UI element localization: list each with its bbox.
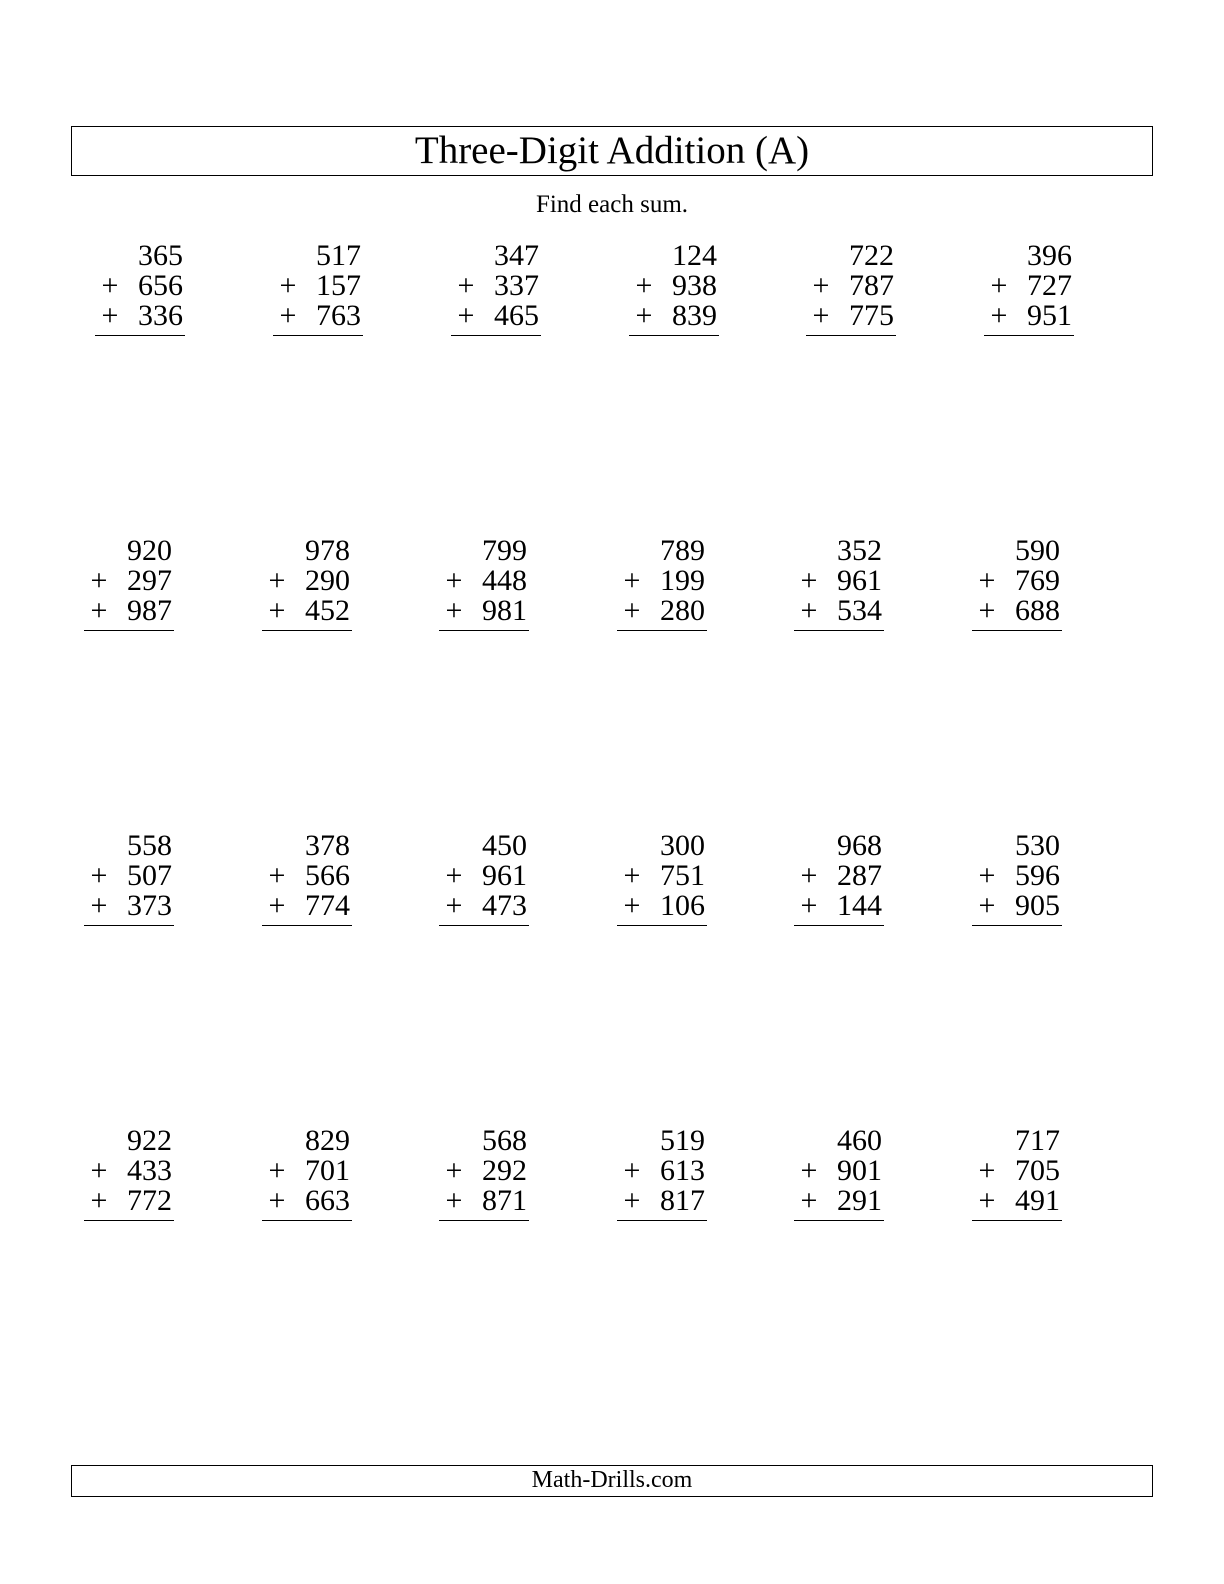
plus-sign: +: [101, 269, 119, 302]
addition-problem: [347, 1126, 527, 1236]
plus-sign: +: [978, 594, 996, 627]
plus-sign: +: [800, 564, 818, 597]
addend: 336: [138, 299, 183, 332]
addend: 774: [305, 889, 350, 922]
plus-sign: +: [90, 859, 108, 892]
answer-rule: [794, 1220, 884, 1221]
addition-problem: [0, 831, 172, 941]
third-addend-line: [990, 299, 1072, 332]
plus-sign: +: [90, 1184, 108, 1217]
addend: 450: [482, 829, 527, 862]
addend: 961: [482, 859, 527, 892]
third-addend-line: [623, 1184, 705, 1217]
answer-rule: [262, 925, 352, 926]
plus-sign: +: [800, 889, 818, 922]
plus-sign: +: [268, 889, 286, 922]
plus-sign: +: [978, 564, 996, 597]
addend: 922: [127, 1124, 172, 1157]
second-addend-line: [812, 269, 894, 302]
answer-rule: [629, 335, 719, 336]
addend: 920: [127, 534, 172, 567]
second-addend-line: [457, 269, 539, 302]
second-addend-line: [623, 859, 705, 892]
second-addend-line: [800, 564, 882, 597]
first-addend-line: [837, 1126, 882, 1156]
plus-sign: +: [623, 889, 641, 922]
answer-rule: [439, 630, 529, 631]
addend: 717: [1015, 1124, 1060, 1157]
instructions: Find each sum.: [535, 191, 689, 218]
addend: 292: [482, 1154, 527, 1187]
addend: 452: [305, 594, 350, 627]
first-addend-line: [660, 831, 705, 861]
plus-sign: +: [279, 269, 297, 302]
addend: 199: [660, 564, 705, 597]
first-addend-line: [482, 536, 527, 566]
addend: 901: [837, 1154, 882, 1187]
third-addend-line: [623, 889, 705, 922]
plus-sign: +: [445, 859, 463, 892]
addend: 530: [1015, 829, 1060, 862]
third-addend-line: [445, 594, 527, 627]
second-addend-line: [268, 564, 350, 597]
plus-sign: +: [978, 1184, 996, 1217]
first-addend-line: [138, 241, 183, 271]
second-addend-line: [445, 859, 527, 892]
addend: 519: [660, 1124, 705, 1157]
addition-problem: [0, 1126, 172, 1236]
plus-sign: +: [268, 1154, 286, 1187]
plus-sign: +: [990, 299, 1008, 332]
addend: 300: [660, 829, 705, 862]
addition-problem: [525, 536, 705, 646]
footer-text: Math-Drills.com: [531, 1467, 693, 1493]
answer-rule: [617, 1220, 707, 1221]
addend: 396: [1027, 239, 1072, 272]
first-addend-line: [1015, 831, 1060, 861]
addend: 787: [849, 269, 894, 302]
addend: 157: [316, 269, 361, 302]
plus-sign: +: [800, 594, 818, 627]
answer-rule: [972, 1220, 1062, 1221]
addition-problem: [880, 1126, 1060, 1236]
addend: 769: [1015, 564, 1060, 597]
addend: 763: [316, 299, 361, 332]
addend: 968: [837, 829, 882, 862]
addend: 817: [660, 1184, 705, 1217]
addend: 613: [660, 1154, 705, 1187]
plus-sign: +: [90, 594, 108, 627]
third-addend-line: [90, 594, 172, 627]
addend: 839: [672, 299, 717, 332]
addition-problem: [170, 1126, 350, 1236]
second-addend-line: [268, 1154, 350, 1187]
plus-sign: +: [635, 269, 653, 302]
addend: 656: [138, 269, 183, 302]
footer-box: [71, 1465, 1153, 1497]
addend: 987: [127, 594, 172, 627]
first-addend-line: [837, 831, 882, 861]
third-addend-line: [445, 1184, 527, 1217]
plus-sign: +: [623, 1154, 641, 1187]
addend: 871: [482, 1184, 527, 1217]
plus-sign: +: [623, 564, 641, 597]
addend: 517: [316, 239, 361, 272]
addition-problem: [880, 831, 1060, 941]
plus-sign: +: [457, 299, 475, 332]
third-addend-line: [268, 889, 350, 922]
title-box: [71, 126, 1153, 176]
addition-problem: [525, 1126, 705, 1236]
plus-sign: +: [445, 889, 463, 922]
addition-problem: [702, 1126, 882, 1236]
addend: 727: [1027, 269, 1072, 302]
addend: 775: [849, 299, 894, 332]
third-addend-line: [90, 889, 172, 922]
first-addend-line: [305, 831, 350, 861]
addend: 596: [1015, 859, 1060, 892]
third-addend-line: [978, 1184, 1060, 1217]
second-addend-line: [978, 859, 1060, 892]
addend: 106: [660, 889, 705, 922]
plus-sign: +: [268, 859, 286, 892]
answer-rule: [439, 925, 529, 926]
third-addend-line: [268, 1184, 350, 1217]
addend: 491: [1015, 1184, 1060, 1217]
addition-problem: [347, 831, 527, 941]
addition-problem: [714, 241, 894, 351]
first-addend-line: [660, 1126, 705, 1156]
plus-sign: +: [623, 859, 641, 892]
addend: 290: [305, 564, 350, 597]
second-addend-line: [445, 1154, 527, 1187]
plus-sign: +: [812, 299, 830, 332]
second-addend-line: [279, 269, 361, 302]
addend: 590: [1015, 534, 1060, 567]
plus-sign: +: [623, 1184, 641, 1217]
addend: 772: [127, 1184, 172, 1217]
first-addend-line: [837, 536, 882, 566]
addition-problem: [170, 536, 350, 646]
first-addend-line: [849, 241, 894, 271]
plus-sign: +: [457, 269, 475, 302]
addend: 829: [305, 1124, 350, 1157]
plus-sign: +: [800, 1184, 818, 1217]
addend: 701: [305, 1154, 350, 1187]
addition-problem: [170, 831, 350, 941]
plus-sign: +: [978, 889, 996, 922]
answer-rule: [617, 630, 707, 631]
plus-sign: +: [279, 299, 297, 332]
addend: 789: [660, 534, 705, 567]
addition-problem: [0, 536, 172, 646]
addition-problem: [880, 536, 1060, 646]
answer-rule: [794, 925, 884, 926]
second-addend-line: [978, 564, 1060, 597]
addend: 365: [138, 239, 183, 272]
addend: 297: [127, 564, 172, 597]
answer-rule: [439, 1220, 529, 1221]
answer-rule: [617, 925, 707, 926]
addend: 568: [482, 1124, 527, 1157]
first-addend-line: [305, 536, 350, 566]
plus-sign: +: [268, 594, 286, 627]
second-addend-line: [445, 564, 527, 597]
addend: 448: [482, 564, 527, 597]
addend: 961: [837, 564, 882, 597]
third-addend-line: [978, 889, 1060, 922]
addend: 688: [1015, 594, 1060, 627]
plus-sign: +: [268, 564, 286, 597]
second-addend-line: [800, 1154, 882, 1187]
answer-rule: [806, 335, 896, 336]
addend: 373: [127, 889, 172, 922]
second-addend-line: [90, 1154, 172, 1187]
addend: 473: [482, 889, 527, 922]
third-addend-line: [635, 299, 717, 332]
third-addend-line: [812, 299, 894, 332]
first-addend-line: [482, 831, 527, 861]
second-addend-line: [623, 1154, 705, 1187]
addend: 558: [127, 829, 172, 862]
addend: 460: [837, 1124, 882, 1157]
third-addend-line: [800, 594, 882, 627]
addition-problem: [181, 241, 361, 351]
addend: 347: [494, 239, 539, 272]
answer-rule: [84, 925, 174, 926]
plus-sign: +: [800, 1154, 818, 1187]
addend: 433: [127, 1154, 172, 1187]
plus-sign: +: [978, 1154, 996, 1187]
third-addend-line: [800, 889, 882, 922]
answer-rule: [262, 630, 352, 631]
answer-rule: [95, 335, 185, 336]
plus-sign: +: [90, 564, 108, 597]
plus-sign: +: [990, 269, 1008, 302]
second-addend-line: [90, 859, 172, 892]
first-addend-line: [672, 241, 717, 271]
addend: 751: [660, 859, 705, 892]
second-addend-line: [101, 269, 183, 302]
first-addend-line: [1015, 536, 1060, 566]
addition-problem: [702, 536, 882, 646]
answer-rule: [84, 1220, 174, 1221]
addition-problem: [892, 241, 1072, 351]
addend: 280: [660, 594, 705, 627]
page-title: Three-Digit Addition (A): [414, 128, 810, 172]
first-addend-line: [127, 1126, 172, 1156]
addend: 124: [672, 239, 717, 272]
third-addend-line: [90, 1184, 172, 1217]
first-addend-line: [1027, 241, 1072, 271]
addition-problem: [702, 831, 882, 941]
addend: 465: [494, 299, 539, 332]
third-addend-line: [978, 594, 1060, 627]
second-addend-line: [990, 269, 1072, 302]
addition-problem: [525, 831, 705, 941]
plus-sign: +: [445, 1154, 463, 1187]
first-addend-line: [127, 536, 172, 566]
third-addend-line: [445, 889, 527, 922]
addend: 722: [849, 239, 894, 272]
second-addend-line: [268, 859, 350, 892]
plus-sign: +: [90, 889, 108, 922]
addend: 291: [837, 1184, 882, 1217]
addend: 144: [837, 889, 882, 922]
third-addend-line: [457, 299, 539, 332]
plus-sign: +: [623, 594, 641, 627]
addend: 705: [1015, 1154, 1060, 1187]
second-addend-line: [635, 269, 717, 302]
plus-sign: +: [635, 299, 653, 332]
addend: 905: [1015, 889, 1060, 922]
answer-rule: [972, 925, 1062, 926]
second-addend-line: [978, 1154, 1060, 1187]
answer-rule: [273, 335, 363, 336]
addend: 981: [482, 594, 527, 627]
answer-rule: [84, 630, 174, 631]
plus-sign: +: [445, 1184, 463, 1217]
addend: 978: [305, 534, 350, 567]
addend: 352: [837, 534, 882, 567]
second-addend-line: [90, 564, 172, 597]
addend: 507: [127, 859, 172, 892]
addition-problem: [3, 241, 183, 351]
third-addend-line: [623, 594, 705, 627]
addend: 938: [672, 269, 717, 302]
addend: 951: [1027, 299, 1072, 332]
addend: 337: [494, 269, 539, 302]
third-addend-line: [101, 299, 183, 332]
addend: 378: [305, 829, 350, 862]
plus-sign: +: [445, 594, 463, 627]
plus-sign: +: [268, 1184, 286, 1217]
answer-rule: [794, 630, 884, 631]
second-addend-line: [623, 564, 705, 597]
first-addend-line: [660, 536, 705, 566]
first-addend-line: [127, 831, 172, 861]
plus-sign: +: [90, 1154, 108, 1187]
addend: 663: [305, 1184, 350, 1217]
answer-rule: [972, 630, 1062, 631]
third-addend-line: [268, 594, 350, 627]
first-addend-line: [316, 241, 361, 271]
first-addend-line: [494, 241, 539, 271]
addition-problem: [347, 536, 527, 646]
addend: 287: [837, 859, 882, 892]
addend: 534: [837, 594, 882, 627]
plus-sign: +: [800, 859, 818, 892]
answer-rule: [451, 335, 541, 336]
first-addend-line: [305, 1126, 350, 1156]
addition-problem: [537, 241, 717, 351]
third-addend-line: [800, 1184, 882, 1217]
addition-problem: [359, 241, 539, 351]
addend: 799: [482, 534, 527, 567]
plus-sign: +: [445, 564, 463, 597]
plus-sign: +: [101, 299, 119, 332]
third-addend-line: [279, 299, 361, 332]
addend: 566: [305, 859, 350, 892]
first-addend-line: [1015, 1126, 1060, 1156]
plus-sign: +: [978, 859, 996, 892]
plus-sign: +: [812, 269, 830, 302]
first-addend-line: [482, 1126, 527, 1156]
second-addend-line: [800, 859, 882, 892]
answer-rule: [262, 1220, 352, 1221]
answer-rule: [984, 335, 1074, 336]
